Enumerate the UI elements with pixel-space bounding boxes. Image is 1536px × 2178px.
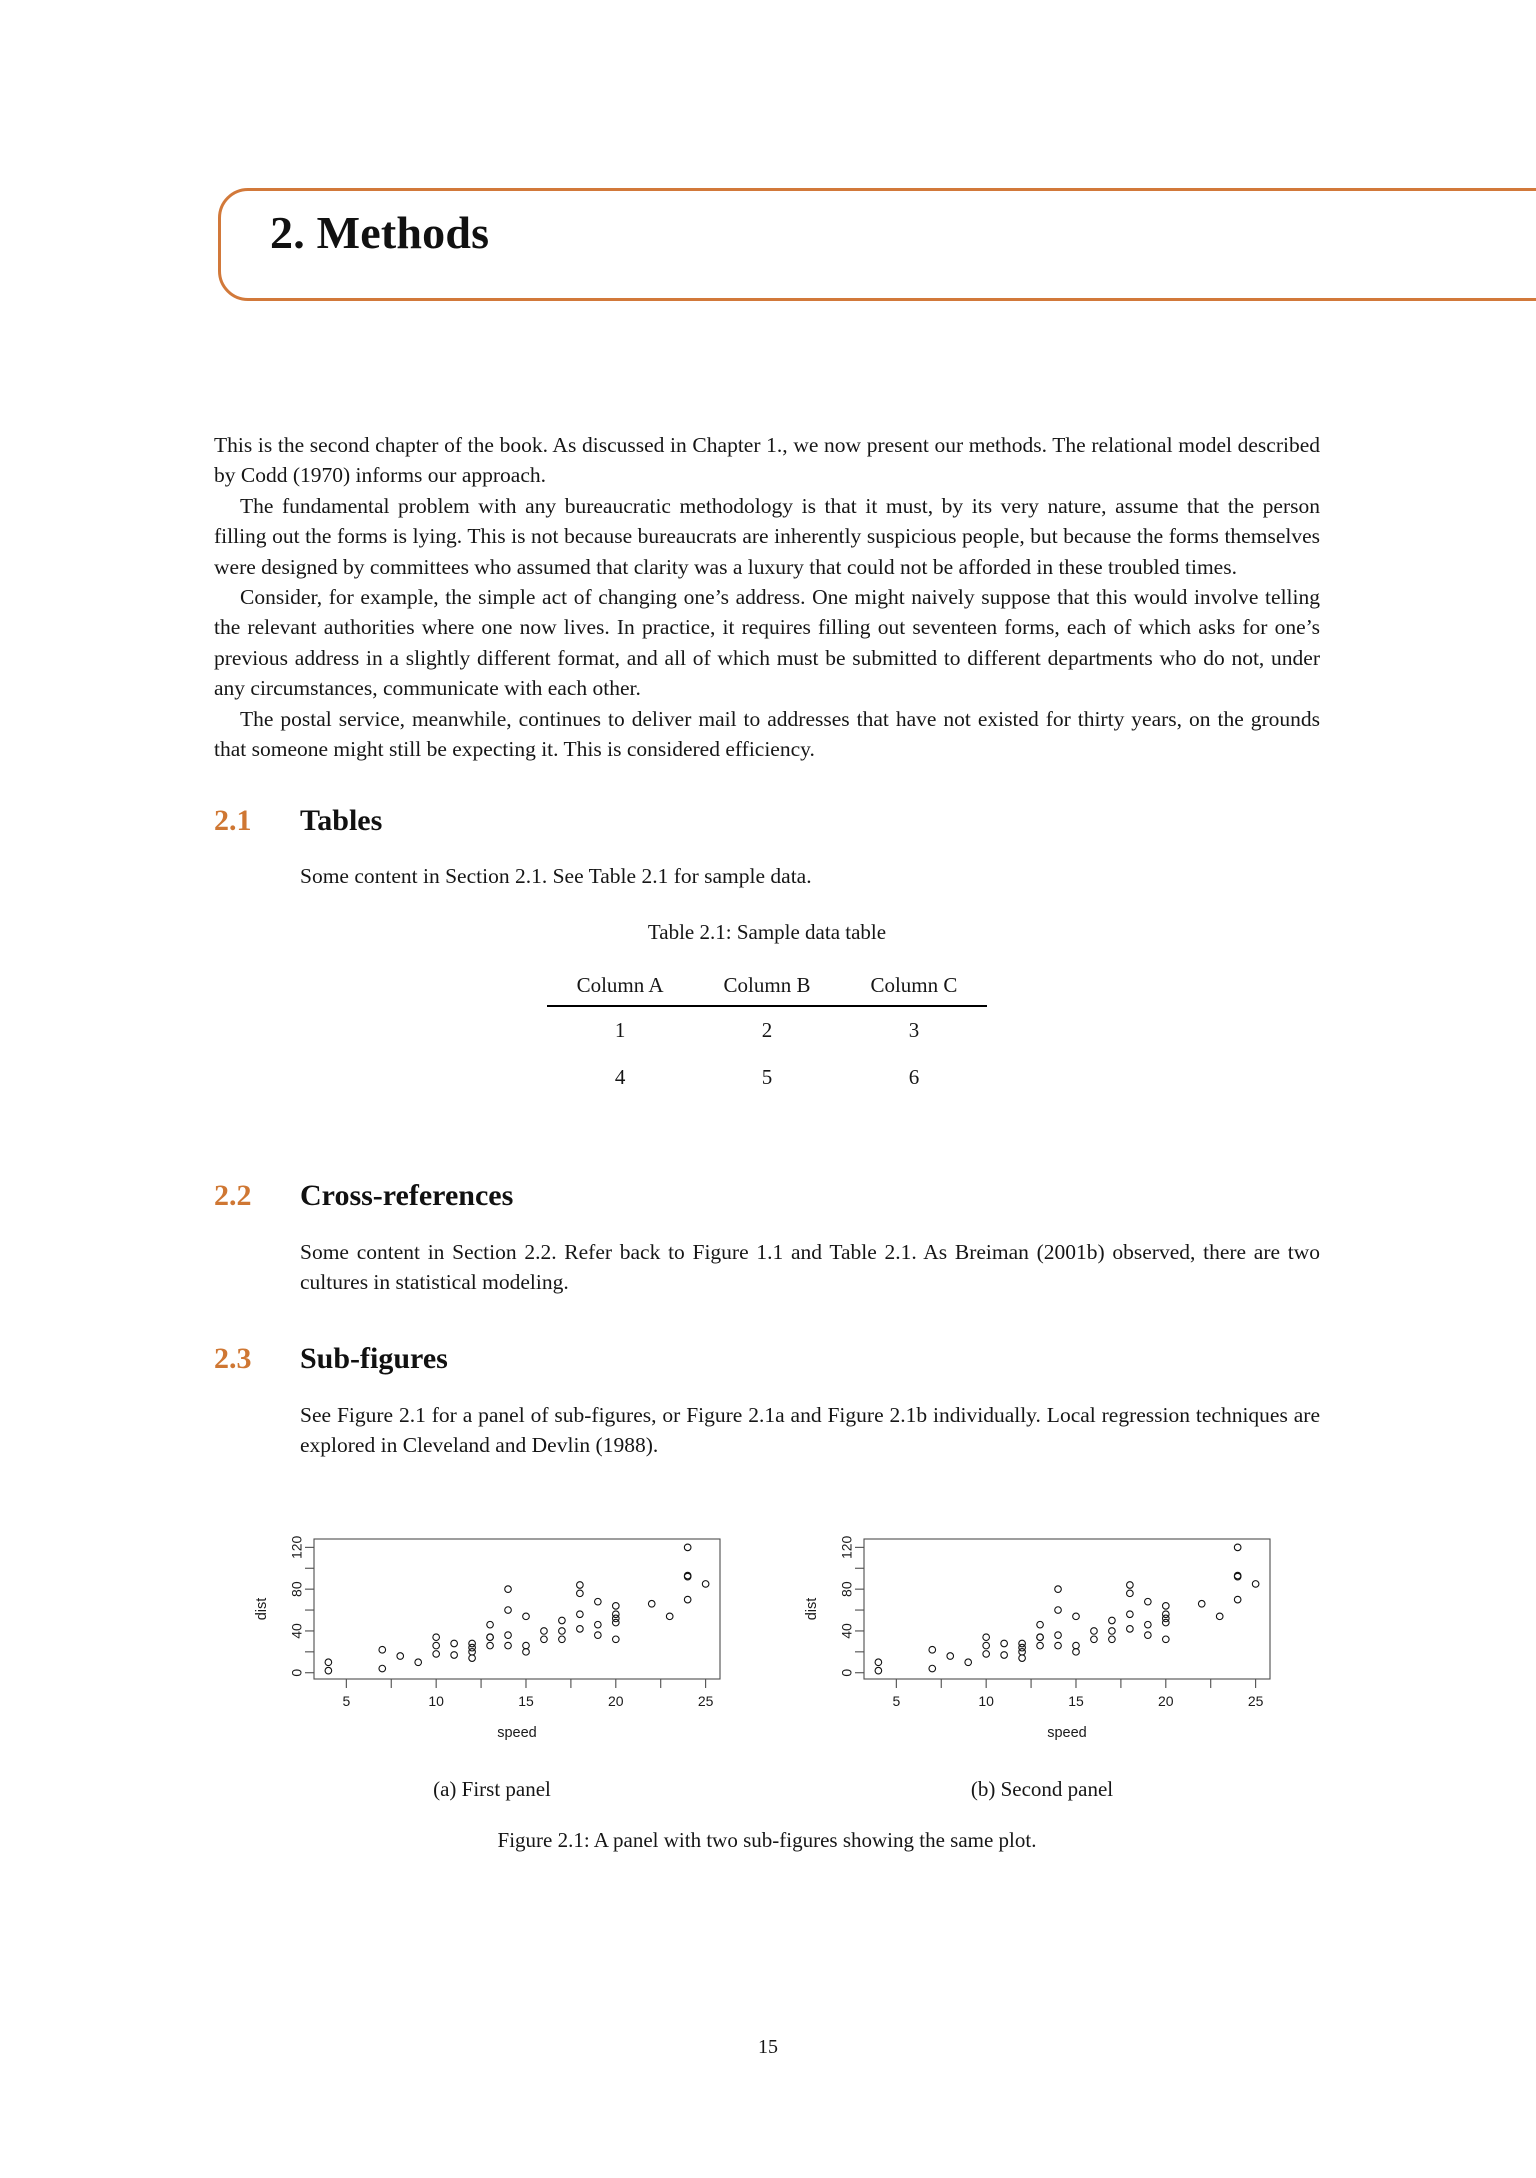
- page-number: 15: [758, 2036, 778, 2058]
- intro-paragraph-4: The postal service, meanwhile, continues to deliver mail to addresses that have not existed for thirty years, on the grounds that someone might still be expecting it. This is considered efficiency.: [214, 706, 1320, 762]
- svg-text:0: 0: [288, 1668, 305, 1677]
- section-title-sub-figures: Sub-figures: [300, 1341, 448, 1375]
- section-title-tables: Tables: [300, 804, 383, 838]
- table-column-header: Column A: [576, 972, 664, 997]
- table-cell: 6: [908, 1064, 920, 1089]
- svg-text:40: 40: [838, 1622, 855, 1639]
- intro-paragraph-2: The fundamental problem with any bureaucratic methodology is that it must, by its very nature, assume that the person filling out the forms is lying. This is not because bureaucrats are inherently suspicious people, but because the forms themselves were designed by committees who assumed that clarity was a luxury that could not be afforded in these troubled times.: [214, 493, 1320, 579]
- svg-text:15: 15: [1068, 1692, 1084, 1709]
- svg-text:10: 10: [978, 1692, 994, 1709]
- section-heading-cross-references: [214, 1179, 1320, 1213]
- intro-paragraph-3: Consider, for example, the simple act of changing one’s address. One might naively suppose that this would involve telling the relevant authorities where one now lives. In practice, it requires filling out seventeen forms, each of which asks for one’s previous address in a slightly different format, and all of which must be submitted to different departments who do not, under any circumstances, communicate with each other.: [214, 585, 1320, 701]
- section-title-cross-references: Cross-references: [300, 1178, 514, 1212]
- svg-text:5: 5: [892, 1692, 901, 1709]
- svg-text:5: 5: [342, 1692, 351, 1709]
- table-cell: 2: [761, 1017, 773, 1042]
- svg-text:speed: speed: [1047, 1724, 1087, 1741]
- table-header-row: [547, 969, 988, 1006]
- table-cell: 1: [614, 1017, 626, 1042]
- svg-text:120: 120: [838, 1535, 855, 1559]
- subfigure-b: [802, 1527, 1282, 1802]
- svg-text:speed: speed: [497, 1724, 537, 1741]
- intro-paragraph-1: This is the second chapter of the book. As discussed in Chapter 1., we now present our methods. The relational model described by Codd (1970) informs our approach.: [214, 433, 1320, 488]
- table-row: [547, 1006, 988, 1054]
- svg-text:dist: dist: [804, 1597, 820, 1620]
- table-column-header: Column C: [870, 972, 958, 997]
- figure-2-1-caption: Figure 2.1: A panel with two sub-figures showing the same plot.: [497, 1827, 1037, 1852]
- svg-text:0: 0: [838, 1668, 855, 1677]
- subfigure-b-caption: (b) Second panel: [970, 1776, 1114, 1801]
- svg-text:40: 40: [288, 1622, 305, 1639]
- section-heading-tables: [214, 804, 1320, 838]
- svg-text:25: 25: [1247, 1692, 1264, 1709]
- page-title: 2. Methods: [270, 207, 490, 258]
- sample-data-table: [547, 969, 988, 1101]
- svg-text:20: 20: [1158, 1692, 1174, 1709]
- document-content: [214, 430, 1320, 1853]
- section-2-2-body: Some content in Section 2.2. Refer back to Figure 1.1 and Table 2.1. As Breiman (2001b) observed, there are two cultures in statistical modeling.: [300, 1239, 1320, 1295]
- svg-text:15: 15: [518, 1692, 534, 1709]
- section-2-1-body: Some content in Section 2.1. See Table 2.1 for sample data.: [300, 864, 812, 889]
- section-number-2-2: 2.2: [214, 1178, 252, 1212]
- table-caption: Table 2.1: Sample data table: [647, 919, 887, 944]
- table-cell: 3: [908, 1017, 920, 1042]
- svg-text:120: 120: [288, 1535, 305, 1559]
- figure-2-1: [214, 1527, 1320, 1802]
- section-2-3-body: See Figure 2.1 for a panel of sub-figures, or Figure 2.1a and Figure 2.1b individually. Local regression techniques are explored in Cleveland and Devlin (1988).: [300, 1402, 1320, 1458]
- section-number-2-3: 2.3: [214, 1341, 252, 1375]
- table-column-header: Column B: [723, 972, 811, 997]
- table-cell: 4: [614, 1064, 626, 1089]
- svg-text:80: 80: [838, 1580, 855, 1597]
- svg-text:10: 10: [428, 1692, 444, 1709]
- svg-text:80: 80: [288, 1580, 305, 1597]
- svg-text:20: 20: [608, 1692, 624, 1709]
- svg-text:25: 25: [697, 1692, 714, 1709]
- section-number-2-1: 2.1: [214, 804, 252, 838]
- section-heading-sub-figures: [214, 1342, 1320, 1376]
- scatter-plot-panel-b: [802, 1527, 1282, 1742]
- subfigure-a: [252, 1527, 732, 1802]
- svg-text:dist: dist: [254, 1597, 270, 1620]
- table-cell: 5: [761, 1064, 773, 1089]
- scatter-plot-panel-a: [252, 1527, 732, 1742]
- subfigure-a-caption: (a) First panel: [433, 1776, 551, 1801]
- table-row: [547, 1054, 988, 1101]
